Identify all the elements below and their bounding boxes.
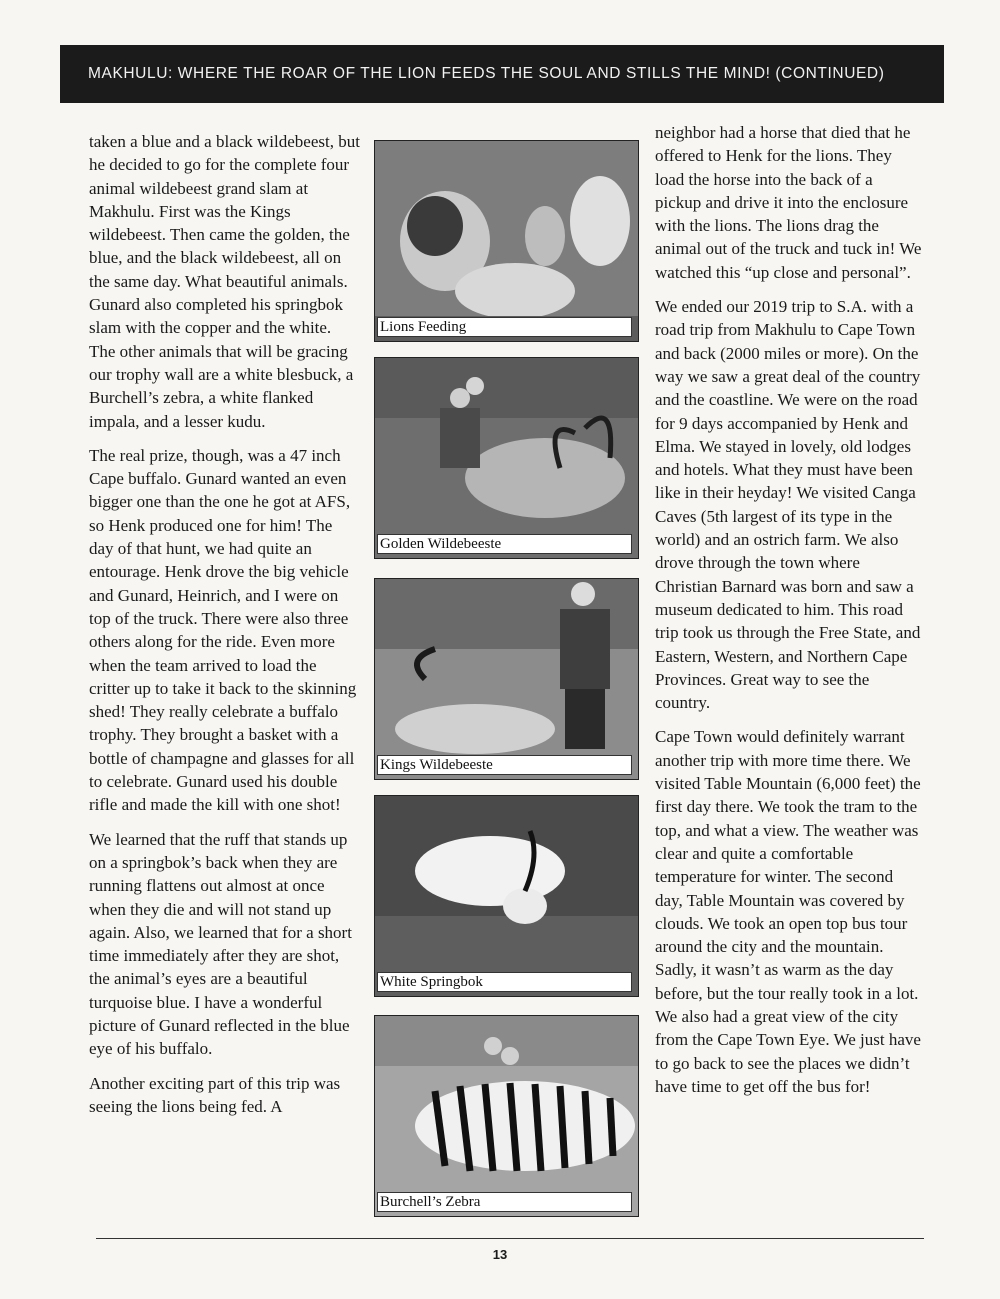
photo-golden-wildebeeste: [374, 357, 639, 559]
left-text-column: [89, 130, 361, 1129]
photo-white-springbok-image: [375, 796, 639, 997]
photo-lions-feeding-image: [375, 141, 639, 342]
photo-kings-wildebeeste-image: [375, 579, 639, 780]
photo-white-springbok: [374, 795, 639, 997]
photo-burchells-zebra-image: [375, 1016, 639, 1217]
right-text-column: [655, 121, 923, 1109]
right-paragraph: We ended our 2019 trip to S.A. with a road trip from Makhulu to Cape Town and back (2000 miles or more). On the way we saw a great deal of the country and the coastline. We were on the road for 9 days accompanied by Henk and Elma. We stayed in lovely, old lodges and hotels. What they must have been like in their heyday! We visited Canga Caves (5th largest of its type in the world) and an ostrich farm. We also drove through the town where Christian Barnard was born and saw a museum dedicated to him. This road trip took us through the Free State, and Eastern, Western, and Northern Cape Provinces. Great way to see the country.: [655, 297, 921, 713]
right-paragraph: neighbor had a horse that died that he offered to Henk for the lions. They load the horse into the back of a pickup and drive it into the enclosure with the lions. The lions drag the animal out of the truck and tuck in! We watched this “up close and personal”.: [655, 123, 922, 282]
page-header-banner: [60, 45, 944, 103]
photo-caption: Golden Wildebeeste: [377, 534, 632, 554]
photo-burchells-zebra: [374, 1015, 639, 1217]
left-paragraph: taken a blue and a black wildebeest, but he decided to go for the complete four animal wildebeest grand slam at Makhulu. First was the Kings wildebeest. Then came the golden, the blue, and the black wildebeest, all on the same day. What beautiful animals. Gunard also completed his springbok slam with the copper and the white. The other animals that will be gracing our trophy wall are a white blesbuck, a Burchell’s zebra, a white flanked impala, and a lesser kudu.: [89, 132, 360, 431]
photo-caption: White Springbok: [377, 972, 632, 992]
photo-golden-wildebeeste-image: [375, 358, 639, 559]
right-paragraph: Cape Town would definitely warrant another trip with more time there. We visited Table Mountain (6,000 feet) the first day there. We took the tram to the top, and what a view. The weather was clear and quite a comfortable temperature for winter. The second day, Table Mountain was covered by clouds. We took an open top bus tour around the city and the mountain. Sadly, it wasn’t as warm as the day before, but the tour really took in a lot. We also had a great view of the city from the Cape Town Eye. We just have to go back to see the places we didn’t have time to get off the bus for!: [655, 727, 921, 1096]
left-paragraph: The real prize, though, was a 47 inch Cape buffalo. Gunard wanted an even bigger one than the one he got at AFS, so Henk produced one for him! The day of that hunt, we had quite an entourage. Henk drove the big vehicle and Gunard, Heinrich, and I were on top of the truck. There were also three others along for the ride. Even more when the team arrived to load the critter up to take it back to the skinning shed! They really celebrate a buffalo trophy. They brought a basket with a bottle of champagne and glasses for all to celebrate. Gunard used his double rifle and made the kill with one shot!: [89, 445, 357, 815]
left-paragraph: We learned that the ruff that stands up on a springbok’s back when they are running flattens out almost at once when they die and will not stand up again. Also, we learned that for a short time immediately after they are shot, the animal’s eyes are a beautiful turquoise blue. I have a wonderful picture of Gunard reflected in the blue eye of his buffalo.: [89, 829, 352, 1059]
photo-lions-feeding: [374, 140, 639, 342]
photo-caption: Burchell’s Zebra: [377, 1192, 632, 1212]
photo-caption: Lions Feeding: [377, 317, 632, 337]
page-number: 13: [492, 1247, 508, 1262]
header-title: MAKHULU: WHERE THE ROAR OF THE LION FEEDS THE SOUL AND STILLS THE MIND! (CONTINUED): [88, 65, 885, 82]
left-paragraph: Another exciting part of this trip was seeing the lions being fed. A: [89, 1073, 341, 1116]
footer-rule: [96, 1238, 924, 1239]
photo-caption: Kings Wildebeeste: [377, 755, 632, 775]
photo-kings-wildebeeste: [374, 578, 639, 780]
